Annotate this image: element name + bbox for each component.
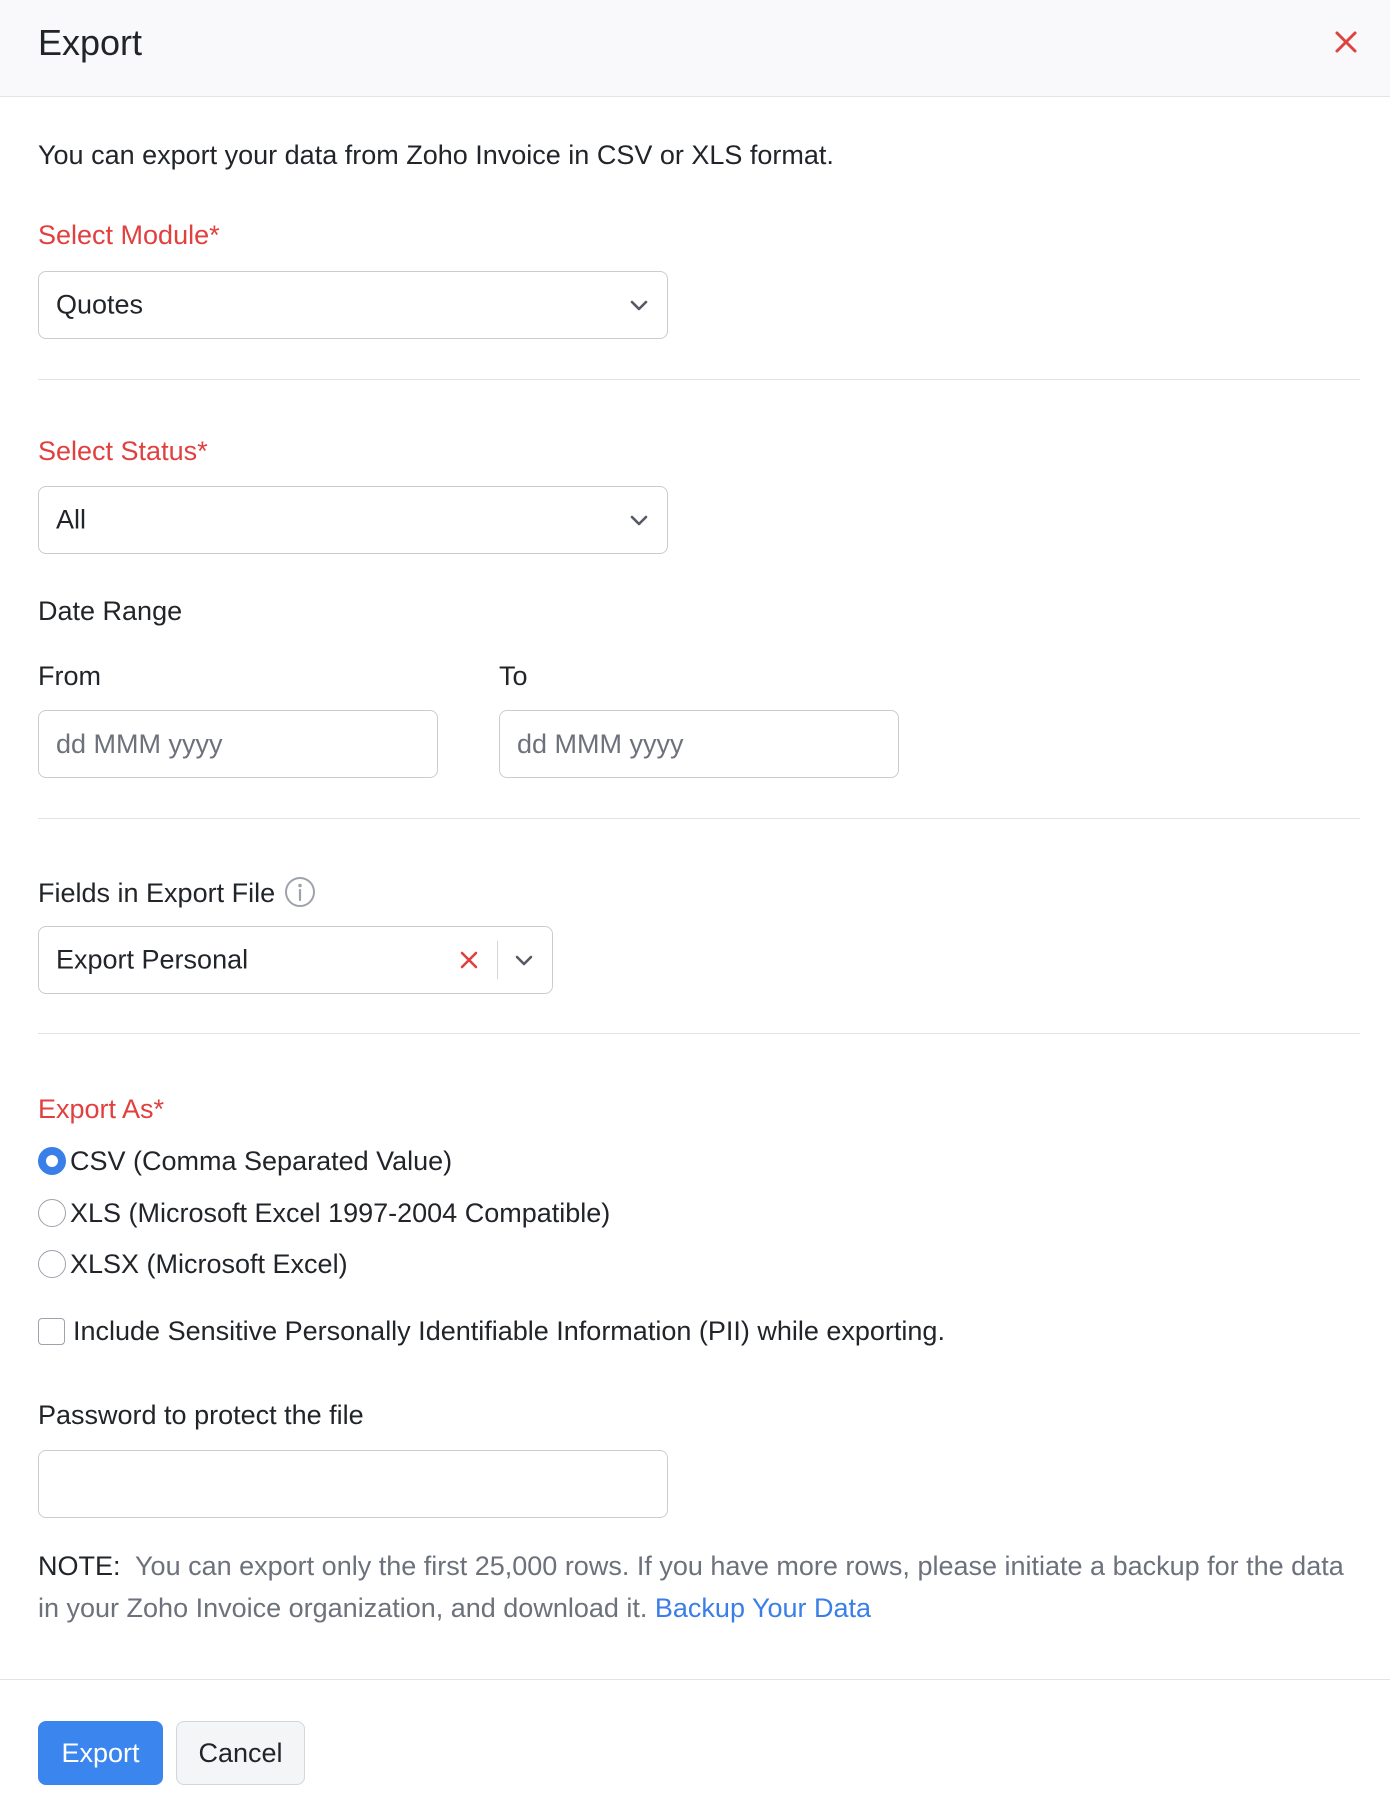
close-button[interactable] [1330,26,1362,58]
radio-csv[interactable] [38,1144,452,1178]
module-select[interactable] [38,271,668,339]
date-range-label: Date Range [38,596,183,626]
radio-label: CSV (Comma Separated Value) [70,1145,453,1176]
chevron-down-icon [627,508,651,532]
radio-label: XLSX (Microsoft Excel) [70,1248,348,1279]
divider [38,1033,1360,1034]
divider [38,818,1360,819]
module-select-value: Quotes [56,289,144,320]
intro-text: You can export your data from Zoho Invoice in CSV or XLS format. [38,140,834,170]
chevron-down-icon [627,293,651,317]
pii-checkbox[interactable] [38,1318,65,1345]
footer-divider [0,1679,1390,1680]
from-date-input[interactable] [38,710,438,778]
chevron-down-icon[interactable] [512,948,536,972]
module-label: Select Module* [38,220,220,250]
status-select[interactable] [38,486,668,554]
radio-xlsx[interactable] [38,1247,348,1281]
from-label: From [38,661,101,691]
backup-data-link[interactable]: Backup Your Data [654,1593,872,1623]
status-label: Select Status* [38,436,208,466]
to-label: To [499,661,528,691]
pii-label: Include Sensitive Personally Identifiable Information (PII) while exporting. [73,1315,945,1346]
note-text: You can export only the first 25,000 rows. If you have more rows, please initiate a backup for the data in your Zoho Invoice organization, and download it. [38,1551,1344,1623]
password-label: Password to protect the file [38,1400,364,1430]
password-input[interactable] [38,1450,668,1518]
to-date-input[interactable] [499,710,899,778]
export-as-label: Export As* [38,1094,165,1124]
fields-select[interactable] [38,926,553,994]
radio-button[interactable] [38,1250,66,1278]
pii-checkbox-row[interactable] [38,1314,945,1348]
note-heading: NOTE: [38,1551,121,1581]
radio-label: XLS (Microsoft Excel 1997-2004 Compatible) [70,1197,611,1228]
info-icon[interactable] [284,876,316,908]
radio-xls[interactable] [38,1196,610,1230]
export-button[interactable]: Export [38,1721,163,1785]
close-icon[interactable] [1330,26,1362,58]
radio-button[interactable] [38,1199,66,1227]
export-note [38,1545,1358,1629]
radio-button-selected[interactable] [38,1147,66,1175]
fields-select-value: Export Personal [56,944,249,975]
select-separator [497,941,498,979]
clear-icon[interactable] [457,948,481,972]
cancel-button[interactable]: Cancel [176,1721,305,1785]
fields-label: Fields in Export File [38,878,276,908]
dialog-title: Export [38,22,143,63]
divider [38,379,1360,380]
dialog-header [0,0,1390,97]
status-select-value: All [56,504,87,535]
